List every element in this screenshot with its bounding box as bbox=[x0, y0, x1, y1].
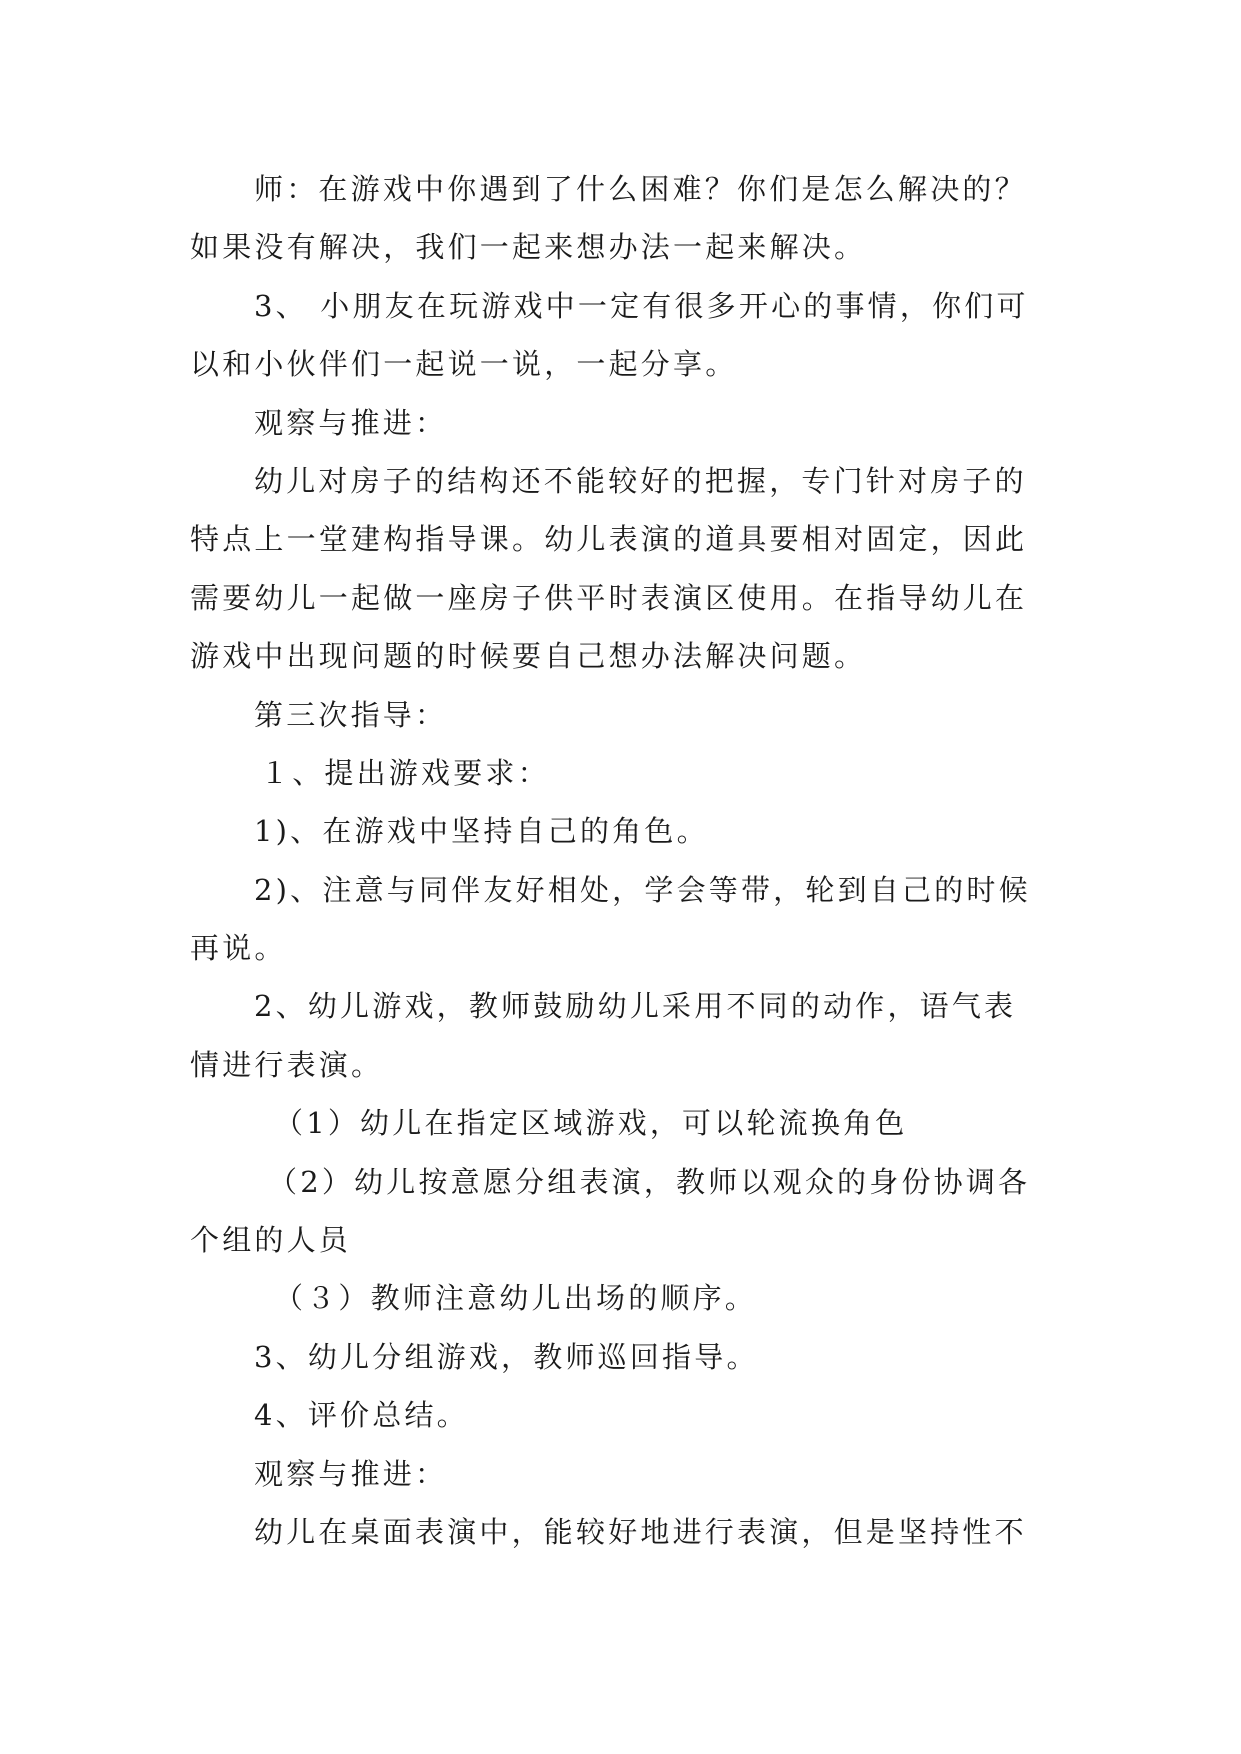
text-line: 需要幼儿一起做一座房子供平时表演区使用。在指导幼儿在 bbox=[190, 580, 1028, 615]
list-item: 3、幼儿分组游戏，教师巡回指导。 bbox=[254, 1339, 759, 1374]
section-heading: 第三次指导： bbox=[254, 697, 448, 732]
section-heading: 观察与推进： bbox=[254, 1456, 448, 1491]
text-line: 幼儿对房子的结构还不能较好的把握，专门针对房子的 bbox=[254, 463, 1027, 498]
text-line: 以和小伙伴们一起说一说，一起分享。 bbox=[190, 347, 738, 382]
list-item: （1）幼儿在指定区域游戏，可以轮流换角色 bbox=[274, 1106, 908, 1141]
text-line: 幼儿在桌面表演中，能较好地进行表演，但是坚持性不 bbox=[254, 1514, 1027, 1549]
text-line: 再说。 bbox=[190, 931, 287, 966]
list-item: 4、评价总结。 bbox=[254, 1398, 469, 1433]
list-item: １、提出游戏要求： bbox=[260, 755, 550, 790]
text-line: 情进行表演。 bbox=[190, 1047, 384, 1082]
section-heading: 观察与推进： bbox=[254, 405, 448, 440]
body-text bbox=[190, 160, 1060, 1561]
text-line: 特点上一堂建构指导课。幼儿表演的道具要相对固定，因此 bbox=[190, 522, 1028, 557]
list-item: 2)、注意与同伴友好相处，学会等带，轮到自己的时候 bbox=[254, 872, 1031, 907]
list-item: （３）教师注意幼儿出场的顺序。 bbox=[274, 1281, 758, 1316]
text-line: 师：在游戏中你遇到了什么困难？你们是怎么解决的？ bbox=[254, 172, 1027, 206]
list-item: 2、幼儿游戏，教师鼓励幼儿采用不同的动作，语气表 bbox=[254, 989, 1017, 1024]
text-line: 如果没有解决，我们一起来想办法一起来解决。 bbox=[190, 230, 867, 265]
text-line: 3、 小朋友在玩游戏中一定有很多开心的事情，你们可 bbox=[254, 288, 1029, 323]
text-line: 个组的人员 bbox=[190, 1223, 352, 1258]
text-line: 游戏中出现问题的时候要自己想办法解决问题。 bbox=[190, 639, 867, 674]
list-item: （2）幼儿按意愿分组表演，教师以观众的身份协调各 bbox=[268, 1164, 1031, 1199]
list-item: 1)、在游戏中坚持自己的角色。 bbox=[254, 814, 709, 849]
